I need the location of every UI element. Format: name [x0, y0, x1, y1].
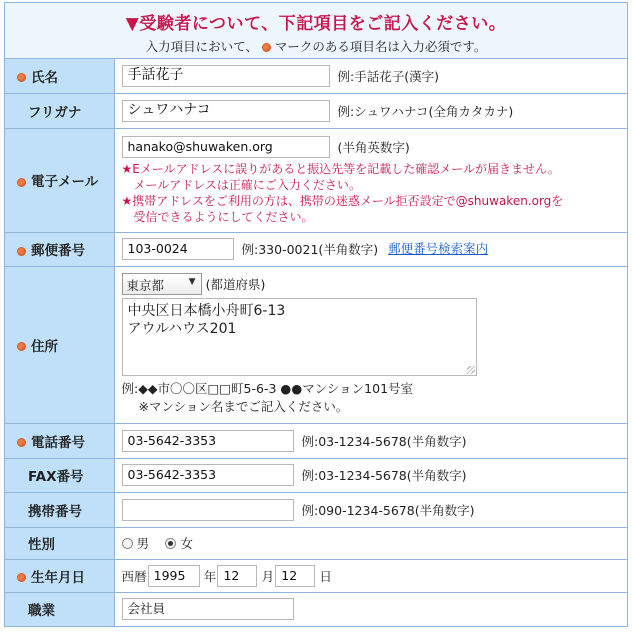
email-warning-2: メールアドレスは正確にご入力ください。 [133, 177, 361, 192]
mobile-label: 携帯番号 [28, 503, 82, 520]
row-address [5, 266, 627, 423]
prefecture-note: (都道府県) [205, 277, 266, 292]
row-birthdate [5, 559, 627, 592]
gender-male-label: 男 [136, 536, 150, 551]
postal-label: 郵便番号 [31, 243, 85, 259]
label-cell-name [5, 59, 114, 93]
address-label: 住所 [31, 338, 58, 355]
row-fax [5, 458, 627, 492]
row-email [5, 128, 627, 232]
mobile-hint: 例:090-1234-5678(半角数字) [301, 502, 475, 518]
birth-year-input[interactable]: 1995 [148, 565, 200, 587]
value-cell-fax [114, 458, 627, 492]
phone-hint: 例:03-1234-5678(半角数字) [301, 433, 467, 449]
row-postal [5, 232, 627, 266]
chevron-down-icon: ▼ [188, 277, 196, 287]
postal-search-link[interactable]: 郵便番号検索案内 [388, 240, 489, 256]
email-input[interactable]: hanako@shuwaken.org [122, 136, 330, 158]
birth-month-input[interactable]: 12 [217, 565, 257, 587]
label-cell-birthdate [5, 559, 114, 592]
value-cell-mobile [114, 492, 627, 527]
row-gender [5, 527, 627, 559]
fax-input[interactable]: 03-5642-3353 [122, 464, 294, 486]
email-warning-1: ★Eメールアドレスに誤りがあると振込先等を記載した確認メールが届きません。 [121, 161, 560, 176]
fax-hint: 例:03-1234-5678(半角数字) [301, 468, 467, 483]
required-dot-icon [17, 247, 26, 256]
value-cell-phone [114, 423, 627, 458]
row-occupation [5, 592, 627, 626]
furigana-input[interactable]: シュワハナコ [122, 100, 330, 122]
subtitle-before: 入力項目において、 [145, 39, 258, 54]
value-cell-postal [114, 232, 627, 266]
value-cell-birthdate [114, 559, 627, 592]
email-label: 電子メール [31, 174, 99, 190]
applicant-form [4, 2, 628, 627]
mobile-input[interactable] [122, 499, 294, 521]
label-cell-furigana [5, 93, 114, 128]
email-warning-4: 受信できるようにしてください。 [133, 209, 314, 224]
required-dot-icon [17, 573, 26, 582]
postal-input[interactable]: 103-0024 [122, 238, 234, 260]
birthdate-label: 生年月日 [31, 569, 85, 586]
row-name [5, 59, 627, 93]
address-textarea[interactable] [122, 298, 477, 376]
label-cell-email [5, 128, 114, 232]
value-cell-name [114, 59, 627, 93]
address-line-1: 中央区日本橋小舟町6-13 [127, 303, 286, 319]
birth-year-unit: 年 [203, 568, 217, 584]
prefecture-value: 東京都 [126, 278, 165, 293]
required-dot-icon [17, 438, 26, 447]
address-line-2: アウルハウス201 [127, 321, 237, 337]
occupation-label: 職業 [28, 603, 55, 620]
phone-label: 電話番号 [31, 434, 85, 451]
required-dot-icon [262, 43, 271, 52]
required-dot-icon [17, 178, 26, 187]
row-phone [5, 423, 627, 458]
value-cell-occupation [114, 592, 627, 626]
label-cell-mobile [5, 492, 114, 527]
form-header [5, 3, 627, 59]
label-cell-gender [5, 527, 114, 559]
subtitle-after: マークのある項目名は入力必須です。 [274, 39, 487, 54]
required-dot-icon [17, 73, 26, 82]
form-title: ▼受験者について、下記項目をご記入ください。 [125, 14, 507, 34]
value-cell-furigana [114, 93, 627, 128]
gender-female-label: 女 [180, 536, 193, 551]
occupation-input[interactable]: 会社員 [122, 598, 294, 620]
required-dot-icon [17, 342, 26, 351]
label-cell-fax [5, 458, 114, 492]
phone-input[interactable]: 03-5642-3353 [122, 430, 294, 452]
row-furigana [5, 93, 627, 128]
value-cell-email [114, 128, 627, 232]
address-note: ※マンション名までご記入ください。 [138, 399, 349, 414]
form-table [5, 59, 627, 626]
label-cell-phone [5, 423, 114, 458]
furigana-label: フリガナ [28, 104, 82, 121]
birth-day-input[interactable]: 12 [275, 565, 315, 587]
resize-grip-icon[interactable] [467, 366, 475, 374]
name-label: 氏名 [31, 69, 58, 86]
birth-month-unit: 月 [261, 568, 275, 584]
address-example: 例:◆◆市〇〇区□□町5-6-3 ●●マンション101号室 [121, 381, 414, 396]
label-cell-occupation [5, 592, 114, 626]
name-input[interactable]: 手話花子 [122, 65, 330, 87]
form-subtitle [5, 37, 627, 55]
postal-hint: 例:330-0021(半角数字) [241, 242, 379, 257]
gender-male-radio[interactable] [122, 538, 133, 549]
birth-day-unit: 日 [319, 568, 332, 584]
prefecture-select[interactable] [122, 273, 202, 295]
row-mobile [5, 492, 627, 527]
gender-female-radio[interactable] [165, 538, 176, 549]
furigana-hint: 例:シュワハナコ(全角カタカナ) [337, 103, 514, 119]
value-cell-gender [114, 527, 627, 559]
value-cell-address [114, 266, 627, 423]
name-hint: 例:手話花子(漢字) [337, 68, 439, 84]
label-cell-address [5, 266, 114, 423]
email-hint: (半角英数字) [337, 139, 410, 155]
birth-era: 西暦 [121, 568, 147, 584]
fax-label: FAX番号 [28, 469, 84, 485]
gender-label: 性別 [28, 537, 55, 553]
email-warning-3: ★携帯アドレスをご利用の方は、携帯の迷惑メール拒否設定で@shuwaken.orgを [121, 193, 564, 208]
label-cell-postal [5, 232, 114, 266]
